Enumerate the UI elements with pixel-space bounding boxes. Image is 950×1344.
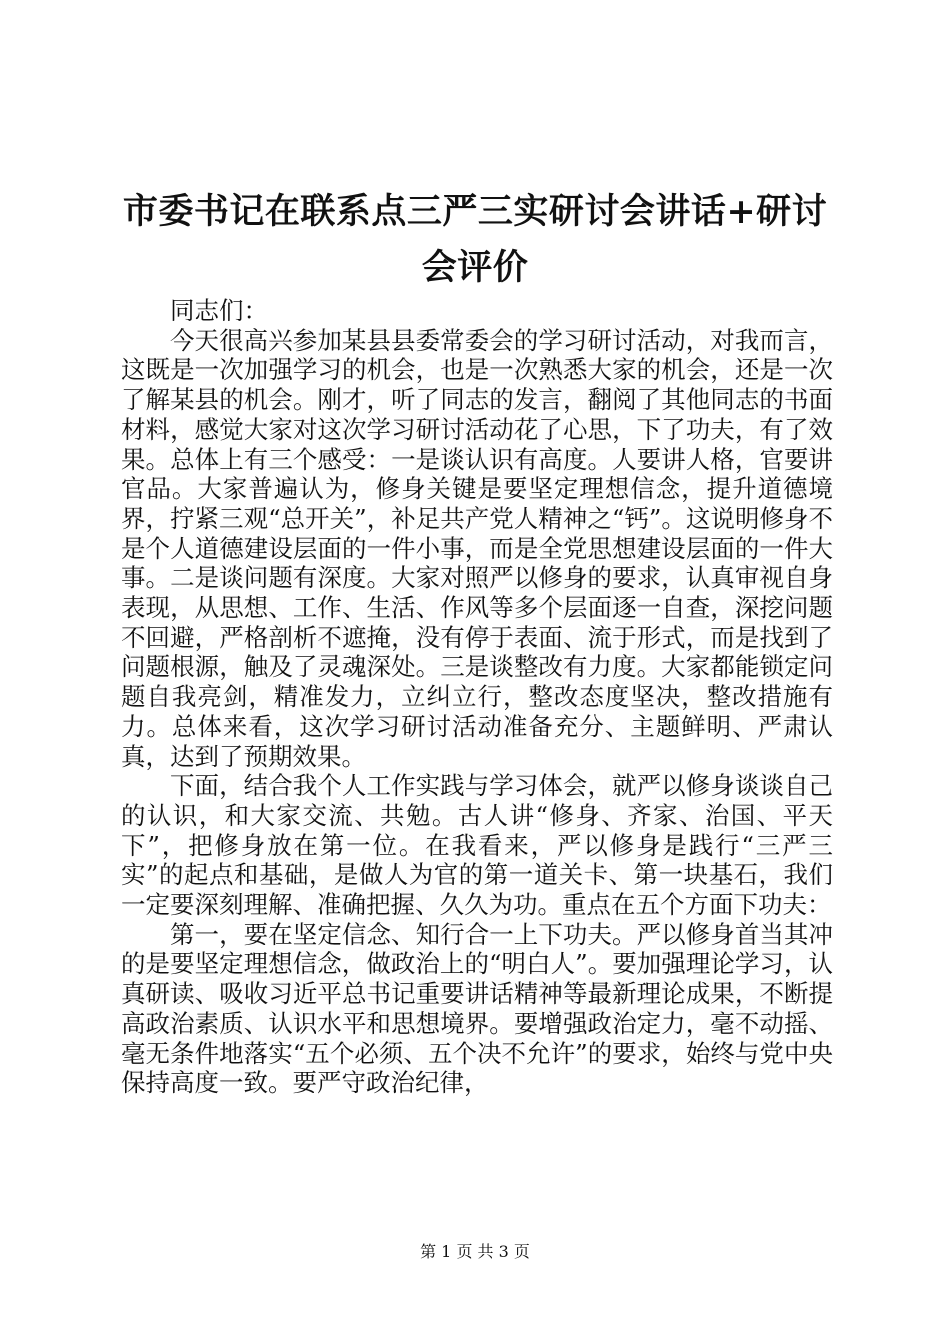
body-paragraph: 第一，要在坚定信念、知行合一上下功夫。严以修身首当其冲的是要坚定理想信念，做政治上的“明白人”。要加强理论学习，认真研读、吸收习近平总书记重要讲话精神等最新理论成果，不断提高政治素质、认识水平和思想境界。要增强政治定力，毫不动摇、毫无条件地落实“五个必须、五个决不允许”的要求，始终与党中央保持高度一致。要严守政治纪律， — [121, 919, 833, 1098]
document-title: 市委书记在联系点三严三实研讨会讲话+研讨会评价 — [122, 191, 828, 288]
body-paragraph: 下面，结合我个人工作实践与学习体会，就严以修身谈谈自己的认识，和大家交流、共勉。古人讲“修身、齐家、治国、平天下”，把修身放在第一位。在我看来，严以修身是践行“三严三实”的起点和基础，是做人为官的第一道关卡、第一块基石，我们一定要深刻理解、准确把握、久久为功。重点在五个方面下功夫： — [121, 771, 833, 920]
document-body — [121, 296, 833, 1098]
body-paragraph: 今天很高兴参加某县县委常委会的学习研讨活动，对我而言，这既是一次加强学习的机会，也是一次熟悉大家的机会，还是一次了解某县的机会。刚才，听了同志的发言，翻阅了其他同志的书面材料，感觉大家对这次学习研讨活动花了心思，下了功夫，有了效果。总体上有三个感受：一是谈认识有高度。人要讲人格，官要讲官品。大家普遍认为，修身关键是要坚定理想信念，提升道德境界，拧紧三观“总开关”，补足共产党人精神之“钙”。这说明修身不是个人道德建设层面的一件小事，而是全党思想建设层面的一件大事。二是谈问题有深度。大家对照严以修身的要求，认真审视自身表现，从思想、工作、生活、作风等多个层面逐一自查，深挖问题不回避，严格剖析不遮掩，没有停于表面、流于形式，而是找到了问题根源，触及了灵魂深处。三是谈整改有力度。大家都能锁定问题自我亮剑，精准发力，立纠立行，整改态度坚决，整改措施有力。总体来看，这次学习研讨活动准备充分、主题鲜明、严肃认真，达到了预期效果。 — [121, 325, 833, 771]
page-footer: 第 1 页 共 3 页 — [420, 1242, 530, 1261]
salutation-paragraph: 同志们： — [170, 296, 268, 325]
